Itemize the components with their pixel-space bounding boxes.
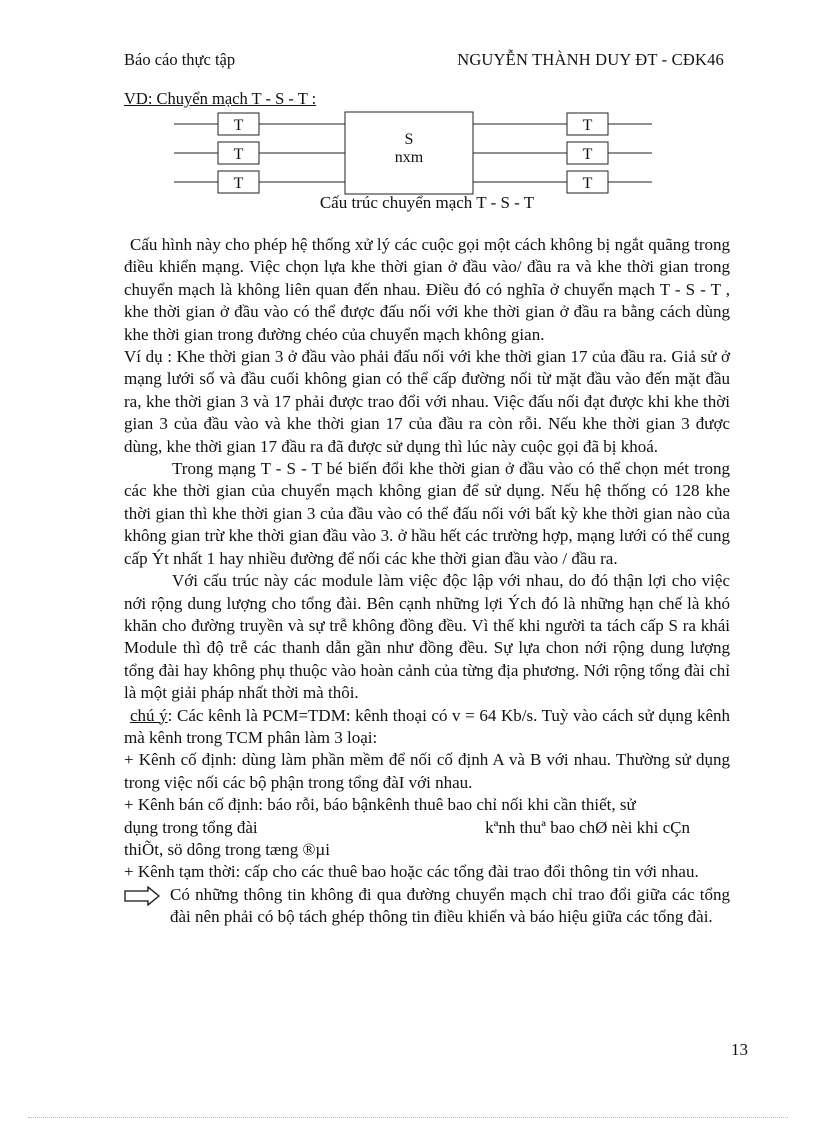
bullet-temporary-channel: + Kênh tạm thời: cấp cho các thuê bao hoặc các tổng đài trao đổi thông tin với nhau. <box>124 862 699 882</box>
example-title: VD: Chuyển mạch T - S - T : <box>124 89 317 108</box>
bullet-semi-fixed-channel: + Kênh bán cố định: báo rỗi, báo bậnkênh thuê bao chỉ nối khi cần thiết, sử <box>124 795 636 815</box>
paragraph-1: Cấu hình này cho phép hệ thống xử lý các cuộc gọi một cách không bị ngắt quãng trong điều khiển mạng. Việc chọn lựa khe thời gian ở đầu vào/ đầu ra và khe thời gian trong chuyển mạch là không liên quan đến nhau. Điều đó có nghĩa ở chuyển mạch T - S - T , khe thời gian ở đầu vào có thể được đấu nối với khe thời gian ở đầu ra bằng cách dùng khe thời gian trong đường chéo của chuyển mạch không gian. <box>124 235 730 344</box>
body-text <box>124 234 730 929</box>
left-t-label-3: T <box>233 175 244 192</box>
s-size-label: nxm <box>394 149 424 166</box>
semi-fixed-last-line: thiÕt, sö dông trong tæng ®µi <box>124 839 330 859</box>
s-label: S <box>404 131 414 148</box>
note-text: : Các kênh là PCM=TDM: kênh thoại có v = 64 Kb/s. Tuỳ vào cách sử dụng kênh mà kênh trong TCM phân làm 3 loại: <box>124 705 730 747</box>
bullet-fixed-channel: + Kênh cố định: dùng làm phần mềm để nối cố định A và B với nhau. Thường sử dụng trong việc nối các bộ phận trong tổng đàI với nhau. <box>124 750 730 792</box>
header-right: NGUYỄN THÀNH DUY ĐT - CĐK46 <box>457 50 724 69</box>
conclusion-block <box>124 884 730 929</box>
page-number: 13 <box>731 1040 748 1059</box>
note-label: chú ý <box>130 705 168 725</box>
note-paragraph <box>124 705 730 750</box>
conclusion-text: Có những thông tin không đi qua đường chuyển mạch chỉ trao đổi giữa các tổng đài nên phải có bộ tách ghép thông tin điều khiển và báo hiệu giữa các tổng đài. <box>170 884 730 927</box>
left-t-label-2: T <box>233 146 244 163</box>
paragraph-2: Ví dụ : Khe thời gian 3 ở đầu vào phải đấu nối với khe thời gian 17 của đầu ra. Giả sử ở mạng lưới số và đầu cuối không gian có thể cấp đường nối từ mặt đầu vào đến mặt đầu ra, khe thời gian 3 và 17 phải được trao đổi với nhau. Việc đấu nối đạt được khi khe thời gian 3 của đầu vào và khe thời gian 17 của đầu ra còn rỗi. Nếu khe thời gian 3 được dùng, khe thời gian 17 đầu ra đã được sử dụng thì lúc này cuộc gọi đã bị khoá. <box>124 347 730 456</box>
paragraph-4: Với cấu trúc này các module làm việc độc lập với nhau, do đó thận lợi cho việc nới rộng dung lượng cho tổng đài. Bên cạnh những lợi Ých đó là những hạn chế là khó khăn cho đường truyền và sự trễ không đồng đều. Vì thế khi người ta tách cấp S ra khái Module thì độ trễ các thanh dẫn gần như đồng đều. Sự lựa chon nới rộng dung lượng tổng đài hay không phụ thuộc vào hoàn cảnh của từng địa phương. Nới rộng tổng đài chỉ là một giải pháp nhất thời mà thôi. <box>124 571 730 703</box>
left-t-label-1: T <box>233 117 244 134</box>
tst-switch-diagram <box>170 110 660 198</box>
diagram-caption: Cấu trúc chuyển mạch T - S - T <box>319 193 535 212</box>
paragraph-3: Trong mạng T - S - T bé biến đổi khe thời gian ở đầu vào có thể chọn mét trong các khe thời gian của chuyển mạch không gian để sử dụng. Nếu hệ thống có 128 khe thời gian thì khe thời gian 3 của đầu vào có thể đấu nối với bất kỳ khe thời gian nào của không gian trừ khe thời gian đầu vào 3. ở hầu hết các trường hợp, mạng lưới có thể cung cấp Ýt nhất 1 hay nhiều đường để nối các khe thời gian đầu vào / đầu ra. <box>124 459 730 568</box>
semi-fixed-continuation <box>124 817 730 839</box>
right-t-label-1: T <box>582 117 593 134</box>
header-left: Báo cáo thực tập <box>124 50 236 69</box>
semi-fixed-right: kªnh thuª bao chØ nèi khi cÇn <box>485 817 690 837</box>
semi-fixed-left: dụng trong tổng đài <box>124 817 258 837</box>
right-t-label-2: T <box>582 146 593 163</box>
hollow-right-arrow-icon <box>124 886 160 906</box>
page-bottom-border <box>28 1117 788 1118</box>
right-t-label-3: T <box>582 175 593 192</box>
